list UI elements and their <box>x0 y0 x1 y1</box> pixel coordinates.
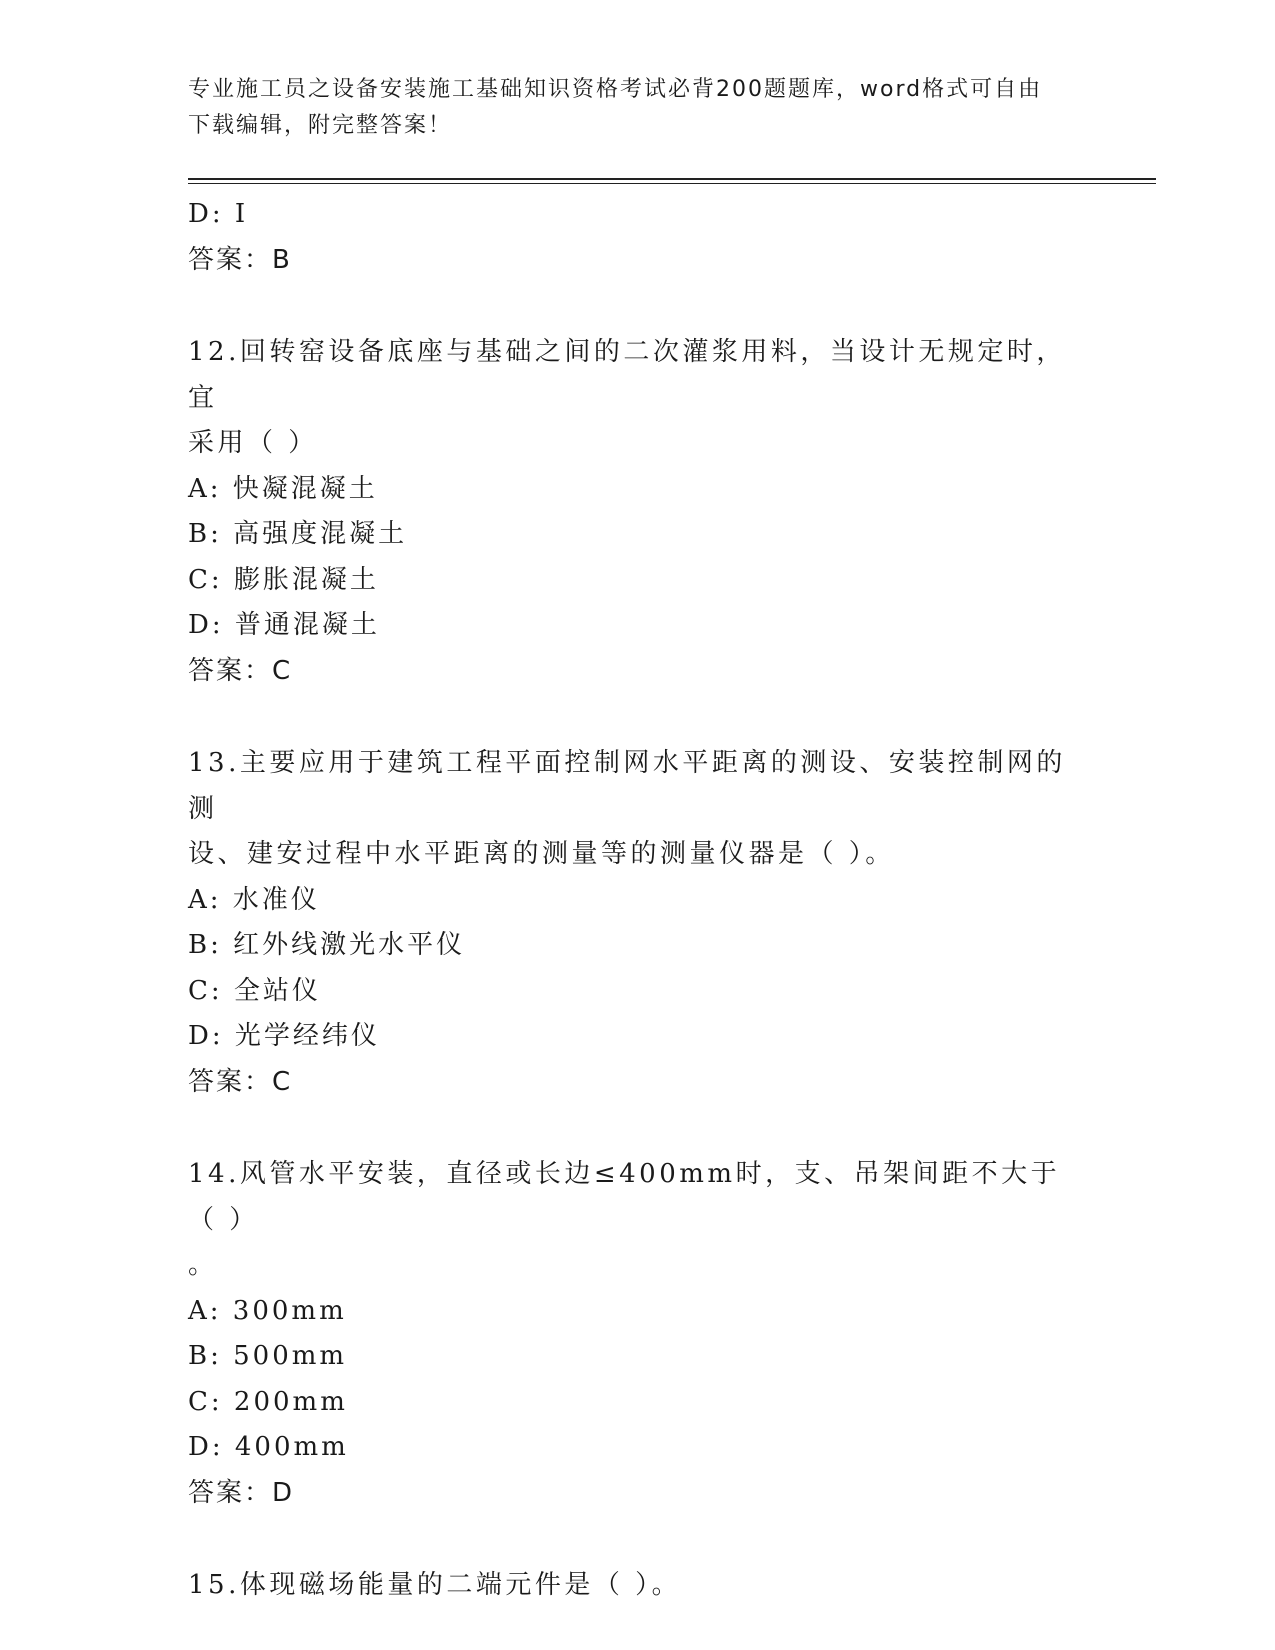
option-c: C: 200mm <box>188 1386 348 1417</box>
header-divider <box>188 178 1156 180</box>
question-title-cont: 采用（ ） <box>188 428 318 458</box>
prev-option-d: D: I <box>188 199 249 229</box>
header-title-line-2: 下载编辑，附完整答案！ <box>188 113 453 138</box>
option-b: B: 红外线激光水平仪 <box>188 930 466 960</box>
option-b: B: 500mm <box>188 1341 348 1371</box>
question-title: 12.回转窑设备底座与基础之间的二次灌浆用料，当设计无规定时，宜 <box>188 337 1066 413</box>
question-list <box>188 192 1088 1609</box>
question-12 <box>188 330 1088 694</box>
option-d: D: 普通混凝土 <box>188 610 380 640</box>
option-d: D: 光学经纬仪 <box>188 1021 380 1051</box>
option-c: C: 膨胀混凝土 <box>188 564 379 595</box>
header-divider-thin <box>188 183 1156 184</box>
question-title: 15.体现磁场能量的二端元件是（ ）。 <box>188 1570 682 1600</box>
answer: 答案：C <box>188 1066 293 1097</box>
header-title-line-1: 专业施工员之设备安装施工基础知识资格考试必背200题题库，word格式可自由 <box>188 77 1043 102</box>
document-header <box>188 72 1088 144</box>
option-a: A: 快凝混凝土 <box>188 473 378 504</box>
question-title: 14.风管水平安装，直径或长边≤400mm时，支、吊架间距不大于（ ） <box>188 1159 1061 1235</box>
question-title-cont: 。 <box>188 1250 218 1280</box>
question-15 <box>188 1563 1088 1609</box>
question-title: 13.主要应用于建筑工程平面控制网水平距离的测设、安装控制网的测 <box>188 748 1066 824</box>
prev-answer: 答案：B <box>188 244 292 275</box>
option-c: C: 全站仪 <box>188 975 321 1006</box>
question-13 <box>188 741 1088 1105</box>
option-a: A: 水准仪 <box>188 884 320 915</box>
answer: 答案：D <box>188 1477 295 1508</box>
option-b: B: 高强度混凝土 <box>188 519 408 549</box>
option-a: A: 300mm <box>188 1295 347 1326</box>
question-title-cont: 设、建安过程中水平距离的测量等的测量仪器是（ ）。 <box>188 839 895 869</box>
answer: 答案：C <box>188 655 293 686</box>
question-14 <box>188 1152 1088 1516</box>
option-d: D: 400mm <box>188 1432 349 1462</box>
